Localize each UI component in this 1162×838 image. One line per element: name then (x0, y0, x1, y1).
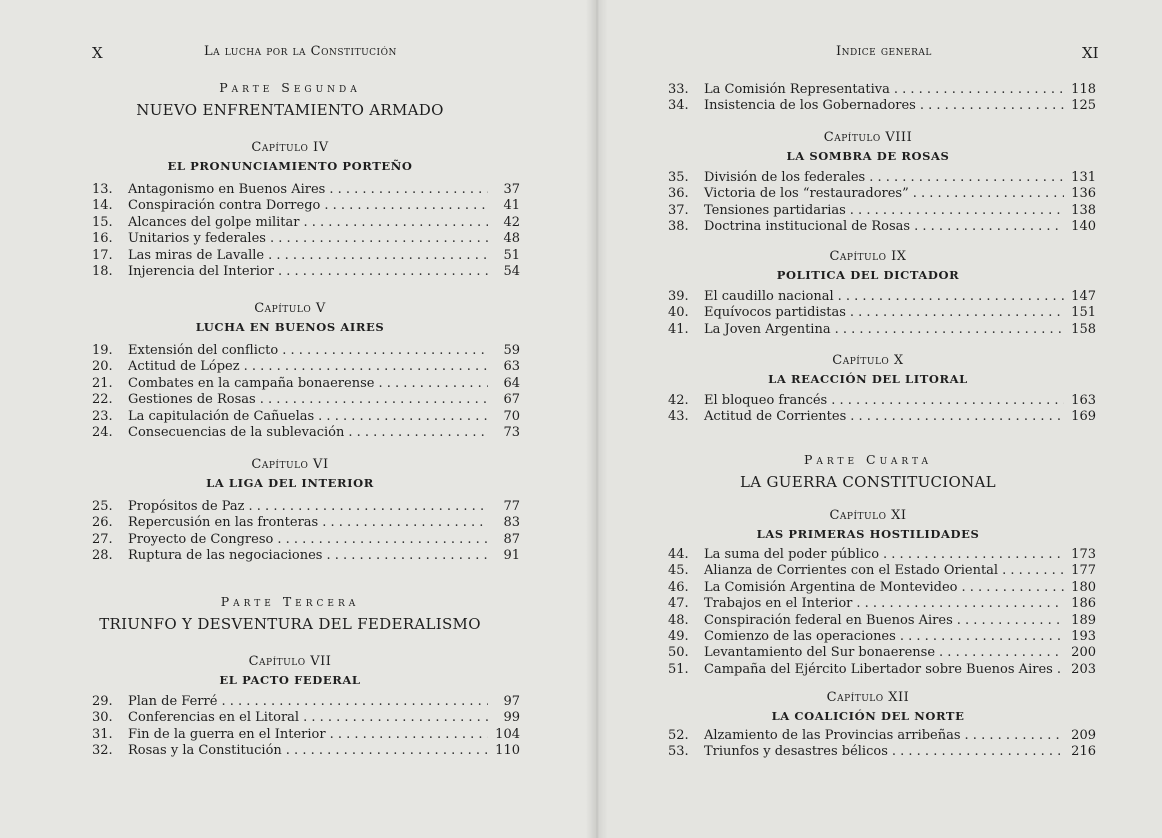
part-heading (668, 452, 1068, 491)
entry-number: 43. (668, 409, 689, 425)
entry-title: Proyecto de Congreso (128, 531, 274, 547)
toc-entry (668, 645, 1096, 661)
entry-title: Propósitos de Paz (128, 499, 245, 514)
chapter-heading (92, 140, 488, 173)
entry-page: 59 (503, 343, 520, 358)
entry-number: 14. (92, 198, 113, 214)
entry-title: La Comisión Representativa (704, 82, 890, 97)
leader-dots (330, 727, 488, 743)
leader-dots (961, 580, 1064, 596)
leader-dots (282, 343, 488, 359)
chapter-label: Capítulo VII (248, 654, 332, 669)
toc-list (92, 343, 520, 441)
entry-page: 64 (503, 375, 520, 391)
running-head: Indice general (836, 44, 932, 59)
entry-title: Las miras de Lavalle (128, 247, 265, 263)
entry-title: Repercusión en las fronteras (128, 515, 319, 531)
entry-number: 41. (668, 321, 689, 337)
entry-number: 50. (668, 645, 689, 661)
toc-entry (92, 499, 520, 515)
entry-number: 47. (668, 596, 689, 612)
toc-list (92, 182, 520, 280)
toc-entry (92, 548, 520, 564)
entry-number: 20. (92, 359, 113, 375)
toc-entry (668, 289, 1096, 305)
part-heading (92, 80, 488, 119)
part-title: TRIUNFO Y DESVENTURA DEL FEDERALISMO (99, 615, 481, 633)
toc-list (668, 289, 1096, 338)
entry-page: 118 (1071, 82, 1096, 97)
toc-entry (92, 359, 520, 375)
toc-entry (668, 547, 1096, 563)
entry-number: 28. (92, 548, 113, 564)
toc-entry (92, 392, 520, 408)
toc-entry (92, 743, 520, 759)
entry-number: 21. (92, 375, 113, 391)
entry-title: El caudillo nacional (704, 289, 834, 304)
chapter-label: Capítulo VI (251, 457, 329, 472)
entry-page: 163 (1071, 393, 1096, 408)
leader-dots (914, 219, 1064, 235)
toc-entry (668, 580, 1096, 596)
chapter-heading (668, 508, 1068, 541)
toc-entry (668, 629, 1096, 645)
toc-entry (668, 186, 1096, 202)
part-label: Parte Segunda (219, 80, 361, 95)
toc-entry (668, 596, 1096, 612)
entry-title: La Joven Argentina (704, 321, 831, 337)
entry-page: 169 (1071, 409, 1096, 425)
leader-dots (939, 645, 1064, 661)
entry-title: Gestiones de Rosas (128, 392, 256, 408)
toc-entry (92, 198, 520, 214)
toc-entry (92, 710, 520, 726)
leader-dots (244, 359, 488, 375)
entry-title: Conspiración contra Dorrego (128, 198, 321, 214)
entry-number: 38. (668, 219, 689, 235)
toc-entry (92, 248, 520, 264)
entry-page: 104 (495, 726, 520, 742)
entry-page: 131 (1071, 170, 1096, 185)
leader-dots (326, 548, 488, 564)
leader-dots (1002, 563, 1064, 579)
entry-title: Comienzo de las operaciones (704, 629, 896, 645)
leader-dots (260, 392, 488, 408)
entry-title: Campaña del Ejército Libertador sobre Buenos Aires (704, 661, 1053, 677)
entry-number: 37. (668, 202, 689, 218)
chapter-title: LUCHA EN BUENOS AIRES (195, 320, 385, 334)
entry-number: 25. (92, 499, 113, 514)
entry-number: 22. (92, 392, 113, 408)
page-number: X (92, 44, 103, 62)
entry-title: Doctrina institucional de Rosas (704, 219, 911, 235)
leader-dots (850, 305, 1064, 321)
entry-page: 63 (503, 359, 520, 375)
chapter-title: LA LIGA DEL INTERIOR (206, 476, 374, 490)
entry-page: 37 (503, 182, 520, 197)
entry-number: 30. (92, 710, 113, 726)
entry-number: 53. (668, 744, 689, 760)
entry-number: 52. (668, 728, 689, 743)
entry-number: 51. (668, 661, 689, 677)
entry-number: 48. (668, 612, 689, 628)
entry-number: 19. (92, 343, 113, 358)
leader-dots (850, 409, 1064, 425)
entry-page: 216 (1071, 744, 1096, 760)
entry-page: 48 (503, 231, 520, 247)
entry-number: 31. (92, 726, 113, 742)
toc-entry (92, 515, 520, 531)
entry-number: 45. (668, 563, 689, 579)
entry-number: 16. (92, 231, 113, 247)
toc-entry (668, 409, 1096, 425)
toc-entry (92, 425, 520, 441)
entry-page: 209 (1071, 728, 1096, 743)
chapter-label: Capítulo XI (829, 508, 907, 523)
entry-page: 193 (1071, 629, 1096, 645)
toc-entry (668, 203, 1096, 219)
entry-title: Extensión del conflicto (128, 343, 279, 358)
entry-title: Conspiración federal en Buenos Aires (704, 612, 953, 628)
entry-page: 77 (503, 499, 520, 514)
toc-entry (668, 744, 1096, 760)
entry-title: Equívocos partidistas (704, 305, 846, 321)
leader-dots (957, 613, 1064, 629)
part-label: Parte Cuarta (803, 452, 933, 467)
chapter-heading (92, 654, 488, 687)
entry-title: Levantamiento del Sur bonaerense (704, 645, 936, 661)
chapter-heading (668, 690, 1068, 723)
chapter-label: Capítulo X (832, 353, 904, 368)
entry-number: 26. (92, 515, 113, 531)
entry-title: Consecuencias de la sublevación (128, 425, 345, 441)
entry-number: 13. (92, 182, 113, 197)
entry-title: Ruptura de las negociaciones (128, 548, 323, 564)
entry-page: 125 (1071, 98, 1096, 114)
entry-title: Trabajos en el Interior (704, 596, 853, 612)
chapter-label: Capítulo IV (251, 140, 329, 155)
entry-page: 138 (1071, 202, 1096, 218)
leader-dots (838, 289, 1064, 305)
leader-dots (900, 629, 1064, 645)
chapter-title: LA COALICIÓN DEL NORTE (771, 709, 965, 723)
entry-number: 32. (92, 743, 113, 759)
leader-dots (268, 248, 488, 264)
part-title: NUEVO ENFRENTAMIENTO ARMADO (136, 101, 444, 119)
entry-page: 140 (1071, 219, 1096, 235)
right-page (596, 0, 1162, 838)
toc-list (92, 694, 520, 760)
leader-dots (286, 743, 488, 759)
chapter-label: Capítulo XII (826, 690, 910, 705)
part-label: Parte Tercera (220, 594, 360, 609)
toc-entry (92, 215, 520, 231)
toc-entry (92, 376, 520, 392)
toc-entry (92, 264, 520, 280)
leader-dots (348, 425, 488, 441)
toc-entry (668, 393, 1096, 409)
entry-title: Actitud de Corrientes (704, 409, 847, 425)
entry-number: 23. (92, 408, 113, 424)
entry-title: Alcances del golpe militar (128, 214, 300, 230)
entry-title: Injerencia del Interior (128, 264, 274, 280)
toc-entry (668, 662, 1096, 678)
book-gutter (586, 0, 608, 838)
entry-number: 35. (668, 170, 689, 185)
leader-dots (883, 547, 1064, 563)
leader-dots (303, 215, 488, 231)
page-number: XI (1082, 44, 1099, 62)
part-heading (92, 594, 488, 633)
toc-list (92, 499, 520, 565)
entry-page: 158 (1071, 321, 1096, 337)
leader-dots (329, 182, 488, 198)
entry-number: 42. (668, 393, 689, 408)
entry-title: Rosas y la Constitución (128, 743, 282, 759)
toc-list (668, 728, 1096, 761)
toc-entry (668, 613, 1096, 629)
entry-page: 147 (1071, 289, 1096, 304)
entry-title: Plan de Ferré (128, 694, 218, 709)
entry-title: Fin de la guerra en el Interior (128, 726, 326, 742)
leader-dots (270, 231, 488, 247)
leader-dots (1057, 662, 1064, 678)
entry-number: 34. (668, 98, 689, 114)
chapter-title: LAS PRIMERAS HOSTILIDADES (756, 527, 980, 541)
chapter-heading (92, 301, 488, 334)
leader-dots (831, 393, 1064, 409)
entry-title: Conferencias en el Litoral (128, 710, 300, 726)
entry-page: 42 (503, 214, 520, 230)
entry-page: 186 (1071, 596, 1096, 612)
entry-number: 18. (92, 264, 113, 280)
chapter-label: Capítulo V (254, 301, 326, 316)
entry-page: 54 (503, 264, 520, 280)
entry-page: 70 (503, 408, 520, 424)
entry-page: 67 (503, 392, 520, 408)
leader-dots (324, 198, 488, 214)
entry-title: Tensiones partidarias (704, 202, 846, 218)
entry-number: 44. (668, 547, 689, 562)
entry-title: El bloqueo francés (704, 393, 828, 408)
toc-list (668, 393, 1096, 426)
toc-list (668, 82, 1096, 115)
chapter-label: Capítulo VIII (823, 130, 913, 145)
chapter-title: LA REACCIÓN DEL LITORAL (768, 372, 968, 386)
chapter-heading (92, 457, 488, 490)
entry-number: 46. (668, 579, 689, 595)
toc-entry (92, 694, 520, 710)
toc-entry (668, 82, 1096, 98)
entry-page: 91 (503, 548, 520, 564)
entry-page: 99 (503, 710, 520, 726)
leader-dots (249, 499, 488, 515)
entry-title: Actitud de López (128, 359, 240, 375)
toc-entry (92, 182, 520, 198)
entry-number: 17. (92, 247, 113, 263)
entry-title: Alzamiento de las Provincias arribeñas (704, 728, 961, 743)
entry-page: 110 (495, 743, 520, 759)
leader-dots (965, 728, 1064, 744)
toc-entry (668, 170, 1096, 186)
leader-dots (303, 710, 488, 726)
entry-title: Combates en la campaña bonaerense (128, 375, 375, 391)
leader-dots (856, 596, 1064, 612)
entry-number: 29. (92, 694, 113, 709)
toc-entry (92, 532, 520, 548)
entry-title: La Comisión Argentina de Montevideo (704, 579, 958, 595)
entry-page: 97 (503, 694, 520, 709)
leader-dots (835, 322, 1064, 338)
toc-entry (92, 231, 520, 247)
leader-dots (850, 203, 1064, 219)
chapter-title: POLITICA DEL DICTADOR (776, 268, 960, 282)
entry-number: 24. (92, 425, 113, 441)
chapter-heading (668, 353, 1068, 386)
toc-entry (92, 343, 520, 359)
toc-entry (668, 728, 1096, 744)
leader-dots (869, 170, 1064, 186)
entry-title: Victoria de los “restauradores” (704, 186, 909, 202)
chapter-heading (668, 249, 1068, 282)
entry-title: División de los federales (704, 170, 866, 185)
entry-page: 51 (503, 247, 520, 263)
entry-number: 33. (668, 82, 689, 97)
toc-entry (668, 219, 1096, 235)
toc-entry (668, 563, 1096, 579)
toc-entry (92, 727, 520, 743)
chapter-title: EL PACTO FEDERAL (219, 673, 361, 687)
leader-dots (913, 186, 1064, 202)
entry-title: Unitarios y federales (128, 231, 266, 247)
entry-page: 87 (503, 531, 520, 547)
entry-title: Triunfos y desastres bélicos (704, 744, 888, 760)
entry-number: 39. (668, 289, 689, 304)
leader-dots (892, 744, 1064, 760)
entry-page: 189 (1071, 612, 1096, 628)
leader-dots (378, 376, 488, 392)
chapter-title: LA SOMBRA DE ROSAS (786, 149, 950, 163)
leader-dots (277, 532, 488, 548)
entry-title: Antagonismo en Buenos Aires (128, 182, 326, 197)
entry-page: 177 (1071, 563, 1096, 579)
entry-page: 151 (1071, 305, 1096, 321)
chapter-heading (668, 130, 1068, 163)
leader-dots (322, 515, 488, 531)
entry-title: Alianza de Corrientes con el Estado Oriental (704, 563, 999, 579)
entry-page: 200 (1071, 645, 1096, 661)
chapter-title: EL PRONUNCIAMIENTO PORTEÑO (167, 159, 413, 173)
entry-page: 173 (1071, 547, 1096, 562)
running-head: La lucha por la Constitución (204, 44, 397, 59)
entry-number: 27. (92, 531, 113, 547)
entry-page: 41 (503, 198, 520, 214)
toc-entry (668, 98, 1096, 114)
entry-number: 49. (668, 629, 689, 645)
toc-list (668, 170, 1096, 236)
leader-dots (278, 264, 488, 280)
leader-dots (221, 694, 488, 710)
entry-page: 180 (1071, 579, 1096, 595)
leader-dots (318, 409, 488, 425)
entry-title: La suma del poder público (704, 547, 880, 562)
entry-number: 40. (668, 305, 689, 321)
entry-page: 203 (1071, 661, 1096, 677)
entry-number: 15. (92, 214, 113, 230)
toc-list (668, 547, 1096, 678)
entry-number: 36. (668, 186, 689, 202)
leader-dots (894, 82, 1064, 98)
entry-page: 73 (503, 425, 520, 441)
part-title: LA GUERRA CONSTITUCIONAL (740, 473, 996, 491)
entry-title: Insistencia de los Gobernadores (704, 98, 916, 114)
toc-entry (92, 409, 520, 425)
toc-entry (668, 305, 1096, 321)
entry-page: 136 (1071, 186, 1096, 202)
entry-title: La capitulación de Cañuelas (128, 408, 315, 424)
entry-page: 83 (503, 515, 520, 531)
toc-entry (668, 322, 1096, 338)
chapter-label: Capítulo IX (829, 249, 907, 264)
leader-dots (920, 98, 1064, 114)
